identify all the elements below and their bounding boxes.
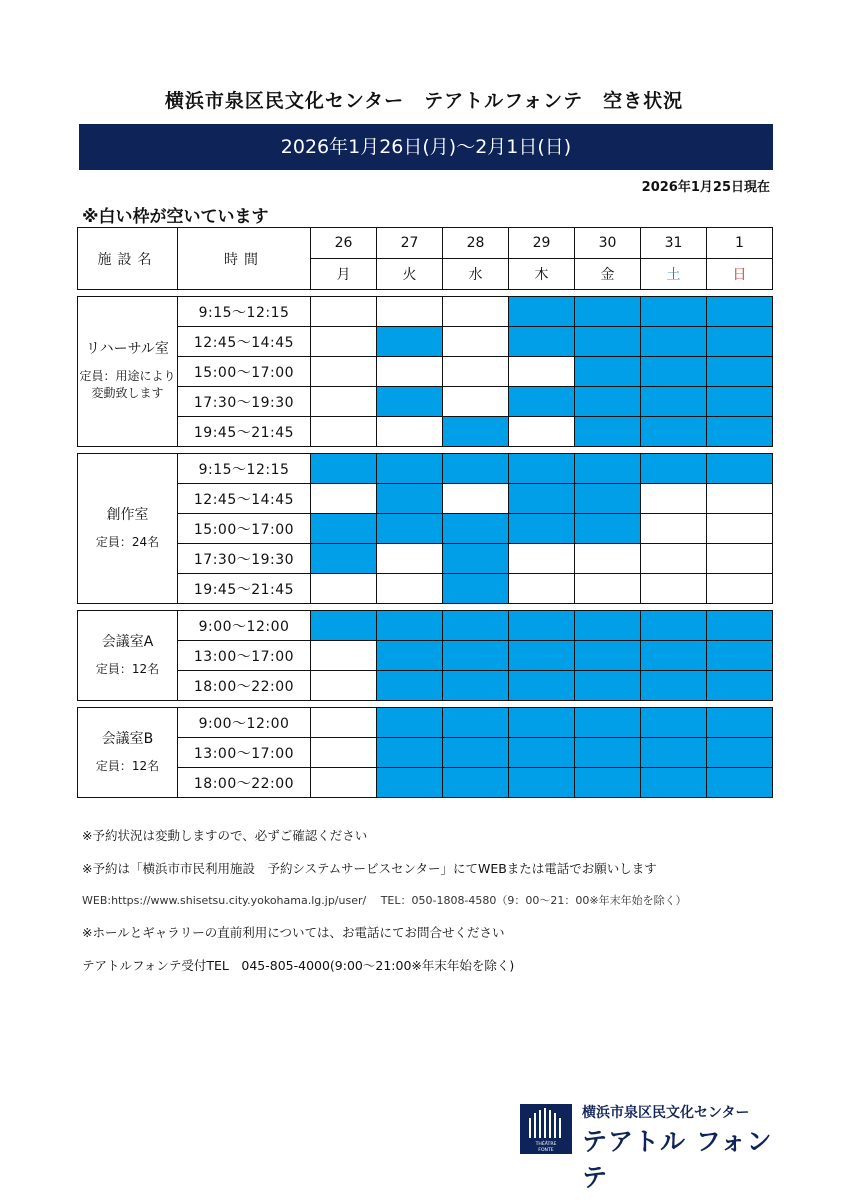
as-of-date: 2026年1月25日現在 [641, 180, 770, 195]
svg-text:THÉÂTRE: THÉÂTRE [535, 1142, 557, 1147]
facility-capacity: 定員：12名 [95, 758, 160, 773]
booked-cell [575, 738, 641, 768]
available-cell [707, 514, 773, 544]
available-cell [377, 417, 443, 447]
booked-cell [641, 641, 707, 671]
available-cell [641, 544, 707, 574]
facility-name: 会議室A [101, 633, 154, 650]
period-banner: 2026年1月26日(月)～2月1日(日) [79, 124, 773, 170]
booked-cell [575, 297, 641, 327]
available-cell [641, 514, 707, 544]
booked-cell [707, 611, 773, 641]
available-cell [443, 387, 509, 417]
booked-cell [311, 544, 377, 574]
booked-cell [443, 768, 509, 798]
facility-capacity: 定員：用途により変動致します [79, 369, 176, 400]
page-title: 横浜市泉区民文化センター テアトルフォンテ 空き状況 [164, 90, 684, 112]
booked-cell [707, 297, 773, 327]
booked-cell [641, 708, 707, 738]
available-cell [311, 671, 377, 701]
booked-cell [311, 454, 377, 484]
logo-org-name: 横浜市泉区民文化センター [582, 1105, 750, 1121]
time-slot: 9:15～12:15 [178, 454, 311, 484]
booked-cell [377, 387, 443, 417]
booked-cell [377, 641, 443, 671]
facility-name: 創作室 [106, 506, 149, 523]
booked-cell [443, 544, 509, 574]
header-time: 時間 [178, 228, 311, 290]
booked-cell [641, 611, 707, 641]
booked-cell [575, 357, 641, 387]
facility-name: リハーサル室 [86, 341, 169, 357]
svg-text:FONTE: FONTE [538, 1148, 554, 1153]
available-cell [575, 544, 641, 574]
booked-cell [707, 417, 773, 447]
booked-cell [575, 768, 641, 798]
available-cell [311, 768, 377, 798]
day-number: 29 [509, 228, 575, 259]
facility-cell [78, 611, 178, 701]
booked-cell [575, 327, 641, 357]
booked-cell [707, 708, 773, 738]
booked-cell [509, 768, 575, 798]
booked-cell [707, 738, 773, 768]
available-cell [311, 484, 377, 514]
time-slot: 15:00～17:00 [178, 514, 311, 544]
time-slot: 18:00～22:00 [178, 671, 311, 701]
available-cell [377, 357, 443, 387]
booked-cell [377, 484, 443, 514]
booked-cell [575, 641, 641, 671]
table-row [78, 297, 773, 327]
table-row [78, 357, 773, 387]
booked-cell [377, 768, 443, 798]
booked-cell [443, 708, 509, 738]
available-cell [641, 484, 707, 514]
section-gap [78, 447, 773, 454]
available-cell [311, 327, 377, 357]
available-cell [443, 484, 509, 514]
booked-cell [443, 611, 509, 641]
note-changes: ※予約状況は変動しますので、必ずご確認ください [82, 828, 368, 843]
time-slot: 9:00～12:00 [178, 708, 311, 738]
available-cell [311, 387, 377, 417]
facility-name: 会議室B [101, 730, 154, 747]
day-number: 31 [641, 228, 707, 259]
booked-cell [509, 514, 575, 544]
header-facility-name: 施設名 [78, 228, 178, 290]
available-cell [707, 484, 773, 514]
table-row [78, 611, 773, 641]
day-of-week: 月 [311, 259, 377, 290]
booked-cell [377, 611, 443, 641]
day-number: 26 [311, 228, 377, 259]
section-gap [78, 290, 773, 297]
facility-capacity: 定員：12名 [95, 661, 160, 676]
facility-cell [78, 297, 178, 447]
available-cell [311, 641, 377, 671]
booked-cell [641, 671, 707, 701]
available-cell [377, 574, 443, 604]
day-of-week: 日 [707, 259, 773, 290]
note-web-tel: WEB:https://www.shisetsu.city.yokohama.lg.jp/user/ TEL：050-1808-4580（9：00～21：00※年末年始を除く） [82, 894, 687, 907]
available-cell [377, 297, 443, 327]
section-gap [78, 701, 773, 708]
available-cell [443, 297, 509, 327]
booked-cell [443, 417, 509, 447]
note-hall-gallery: ※ホールとギャラリーの直前利用については、お電話にてお問合せください [82, 925, 505, 940]
booked-cell [509, 327, 575, 357]
available-cell [443, 327, 509, 357]
fountain-logo-icon [520, 1104, 572, 1154]
booked-cell [443, 671, 509, 701]
table-row [78, 454, 773, 484]
time-slot: 12:45～14:45 [178, 484, 311, 514]
booked-cell [509, 454, 575, 484]
booked-cell [377, 514, 443, 544]
table-row [78, 417, 773, 447]
booked-cell [377, 738, 443, 768]
day-of-week: 火 [377, 259, 443, 290]
table-row [78, 768, 773, 798]
day-number: 27 [377, 228, 443, 259]
booked-cell [575, 671, 641, 701]
day-number: 1 [707, 228, 773, 259]
time-slot: 12:45～14:45 [178, 327, 311, 357]
booked-cell [443, 738, 509, 768]
day-number: 28 [443, 228, 509, 259]
day-of-week: 水 [443, 259, 509, 290]
booked-cell [377, 671, 443, 701]
day-number: 30 [575, 228, 641, 259]
time-slot: 13:00～17:00 [178, 738, 311, 768]
booked-cell [509, 708, 575, 738]
booked-cell [707, 641, 773, 671]
booked-cell [641, 387, 707, 417]
time-slot: 13:00～17:00 [178, 641, 311, 671]
available-cell [311, 738, 377, 768]
booked-cell [443, 641, 509, 671]
booked-cell [641, 357, 707, 387]
availability-table [77, 227, 773, 798]
booked-cell [575, 454, 641, 484]
booked-cell [509, 484, 575, 514]
available-cell [311, 357, 377, 387]
booked-cell [641, 417, 707, 447]
booked-cell [707, 671, 773, 701]
time-slot: 18:00～22:00 [178, 768, 311, 798]
day-of-week: 木 [509, 259, 575, 290]
booked-cell [509, 641, 575, 671]
table-row [78, 671, 773, 701]
note-theatre-tel: テアトルフォンテ受付TEL 045-805-4000(9:00～21:00※年末年始を除く) [82, 958, 515, 973]
booked-cell [509, 387, 575, 417]
booked-cell [707, 454, 773, 484]
available-cell [641, 574, 707, 604]
booked-cell [641, 768, 707, 798]
available-cell [377, 544, 443, 574]
booked-cell [707, 357, 773, 387]
available-cell [509, 574, 575, 604]
available-cell [311, 297, 377, 327]
facility-cell [78, 454, 178, 604]
available-cell [311, 708, 377, 738]
booked-cell [707, 768, 773, 798]
facility-capacity: 定員：24名 [95, 534, 160, 549]
booked-cell [641, 327, 707, 357]
legend-note: ※白い枠が空いています [82, 207, 269, 227]
available-cell [509, 417, 575, 447]
booked-cell [443, 514, 509, 544]
time-slot: 9:00～12:00 [178, 611, 311, 641]
table-row [78, 484, 773, 514]
available-cell [311, 574, 377, 604]
day-of-week: 金 [575, 259, 641, 290]
table-row [78, 514, 773, 544]
time-slot: 15:00～17:00 [178, 357, 311, 387]
time-slot: 19:45～21:45 [178, 574, 311, 604]
booked-cell [641, 454, 707, 484]
booked-cell [311, 611, 377, 641]
table-row [78, 387, 773, 417]
booked-cell [707, 387, 773, 417]
booked-cell [443, 574, 509, 604]
time-slot: 17:30～19:30 [178, 387, 311, 417]
available-cell [311, 417, 377, 447]
booked-cell [377, 327, 443, 357]
day-of-week: 土 [641, 259, 707, 290]
booked-cell [509, 297, 575, 327]
table-row [78, 574, 773, 604]
available-cell [509, 544, 575, 574]
booked-cell [509, 611, 575, 641]
booked-cell [575, 514, 641, 544]
booked-cell [641, 297, 707, 327]
booked-cell [311, 514, 377, 544]
booked-cell [509, 738, 575, 768]
available-cell [575, 574, 641, 604]
footer-notes [82, 826, 687, 989]
booked-cell [377, 708, 443, 738]
booked-cell [575, 708, 641, 738]
available-cell [443, 357, 509, 387]
theatre-logo [520, 1100, 780, 1192]
time-slot: 19:45～21:45 [178, 417, 311, 447]
table-row [78, 641, 773, 671]
available-cell [509, 357, 575, 387]
table-row [78, 544, 773, 574]
time-slot: 9:15～12:15 [178, 297, 311, 327]
table-row [78, 327, 773, 357]
booked-cell [707, 327, 773, 357]
table-row [78, 738, 773, 768]
section-gap [78, 604, 773, 611]
booked-cell [509, 671, 575, 701]
booked-cell [443, 454, 509, 484]
booked-cell [575, 387, 641, 417]
available-cell [707, 574, 773, 604]
booked-cell [575, 611, 641, 641]
table-row [78, 708, 773, 738]
booked-cell [575, 484, 641, 514]
booked-cell [641, 738, 707, 768]
booked-cell [377, 454, 443, 484]
time-slot: 17:30～19:30 [178, 544, 311, 574]
booked-cell [575, 417, 641, 447]
facility-cell [78, 708, 178, 798]
note-reservation: ※予約は「横浜市市民利用施設 予約システムサービスセンター」にてWEBまたは電話でお願いします [82, 861, 657, 876]
available-cell [707, 544, 773, 574]
logo-theatre-name: テアトル フォンテ [582, 1127, 773, 1192]
